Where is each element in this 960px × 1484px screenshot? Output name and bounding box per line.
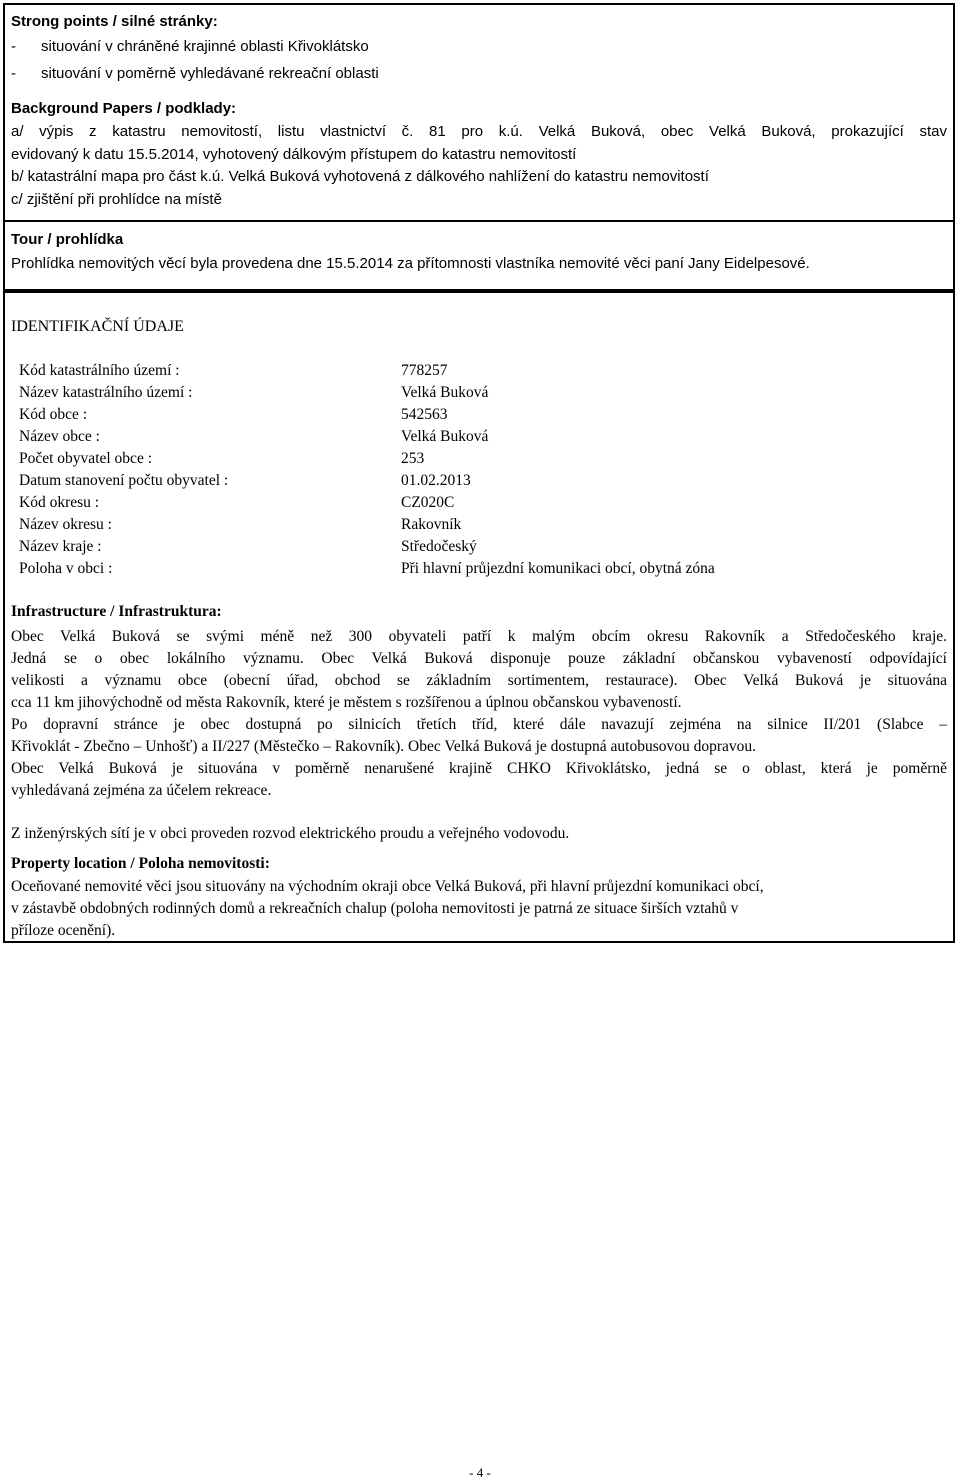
strong-point-item: - situování v poměrně vyhledávané rekreační oblasti xyxy=(11,65,379,82)
tour-text: Prohlídka nemovitých věcí byla provedena dne 15.5.2014 za přítomnosti vlastníka nemovité věci paní Jany Eidelpesové. xyxy=(11,255,810,272)
background-line: c/ zjištění při prohlídce na místě xyxy=(11,191,222,208)
page-number: - 4 - xyxy=(469,1465,491,1480)
infrastructure-paragraph: Po dopravní stránce je obec dostupná po silnicích třetích tříd, které dále navazují zejména na silnice II/201 (Slabce – Křivoklát - Zbečno – Unhošť) a II/227 (Městečko – Rakovník). Obec Velká Buková je dostupná autobusovou dopravou. xyxy=(11,716,947,755)
infrastructure-heading: Infrastructure / Infrastruktura: xyxy=(11,603,222,620)
strong-point-item: - situování v chráněné krajinné oblasti Křivoklátsko xyxy=(11,38,369,55)
property-location-heading: Property location / Poloha nemovitosti: xyxy=(11,855,270,872)
infrastructure-paragraph: Obec Velká Buková se svými méně než 300 obyvateli patří k malým obcím okresu Rakovník a Středočeského kraje. Jedná se o obec lokálního významu. Obec Velká Buková disponuje pouze základní občanskou vybaveností odpovídající velikosti a významu obce (obecní úřad, obchod se základním sortimentem, restaurace). Obec Velká Buková je situována cca 11 km jihovýchodně od města Rakovník, které je městem s rozšířenou a úplnou občanskou vybaveností. xyxy=(11,628,947,711)
background-line: b/ katastrální mapa pro část k.ú. Velká Buková vyhotovená z dálkového nahlížení do katastru nemovitostí xyxy=(11,168,709,185)
id-row: Počet obyvatel obce : 253 xyxy=(19,450,425,467)
identification-box xyxy=(3,289,955,943)
tour-heading: Tour / prohlídka xyxy=(11,231,124,248)
background-line: a/ výpis z katastru nemovitostí, listu vlastnictví č. 81 pro k.ú. Velká Buková, obec Velká Buková, prokazující stav xyxy=(11,123,947,140)
id-row: Kód okresu : CZ020C xyxy=(19,494,455,511)
background-heading: Background Papers / podklady: xyxy=(11,100,237,117)
id-row: Název obce : Velká Buková xyxy=(19,428,489,445)
identification-heading: IDENTIFIKAČNÍ ÚDAJE xyxy=(11,318,184,335)
property-location-paragraph: Oceňované nemovité věci jsou situovány na východním okraji obce Velká Buková, při hlavní průjezdní komunikaci obcí, v zástavbě obdobných rodinných domů a rekreačních chalup (poloha nemovitosti je patrná ze situace širších vztahů v příloze ocenění). xyxy=(11,878,764,939)
id-row: Kód obce : 542563 xyxy=(19,406,448,423)
id-row: Datum stanovení počtu obyvatel : 01.02.2013 xyxy=(19,472,471,489)
background-line: evidovaný k datu 15.5.2014, vyhotovený dálkovým přístupem do katastru nemovitostí xyxy=(11,146,577,163)
strong-points-heading: Strong points / silné stránky: xyxy=(11,13,218,30)
infrastructure-paragraph: Z inženýrských sítí je v obci proveden rozvod elektrického proudu a veřejného vodovodu. xyxy=(11,825,570,842)
id-row: Název okresu : Rakovník xyxy=(19,516,462,533)
id-row: Název kraje : Středočeský xyxy=(19,538,477,555)
id-row: Název katastrálního území : Velká Buková xyxy=(19,384,489,401)
summary-box xyxy=(3,3,955,293)
section-divider xyxy=(5,220,953,222)
infrastructure-paragraph: Obec Velká Buková je situována v poměrně nenarušené krajině CHKO Křivoklátsko, jedná se o oblast, která je poměrně vyhledávaná zejména za účelem rekreace. xyxy=(11,760,947,799)
id-row: Kód katastrálního území : 778257 xyxy=(19,362,448,379)
id-row: Poloha v obci : Při hlavní průjezdní komunikaci obcí, obytná zóna xyxy=(19,560,715,577)
